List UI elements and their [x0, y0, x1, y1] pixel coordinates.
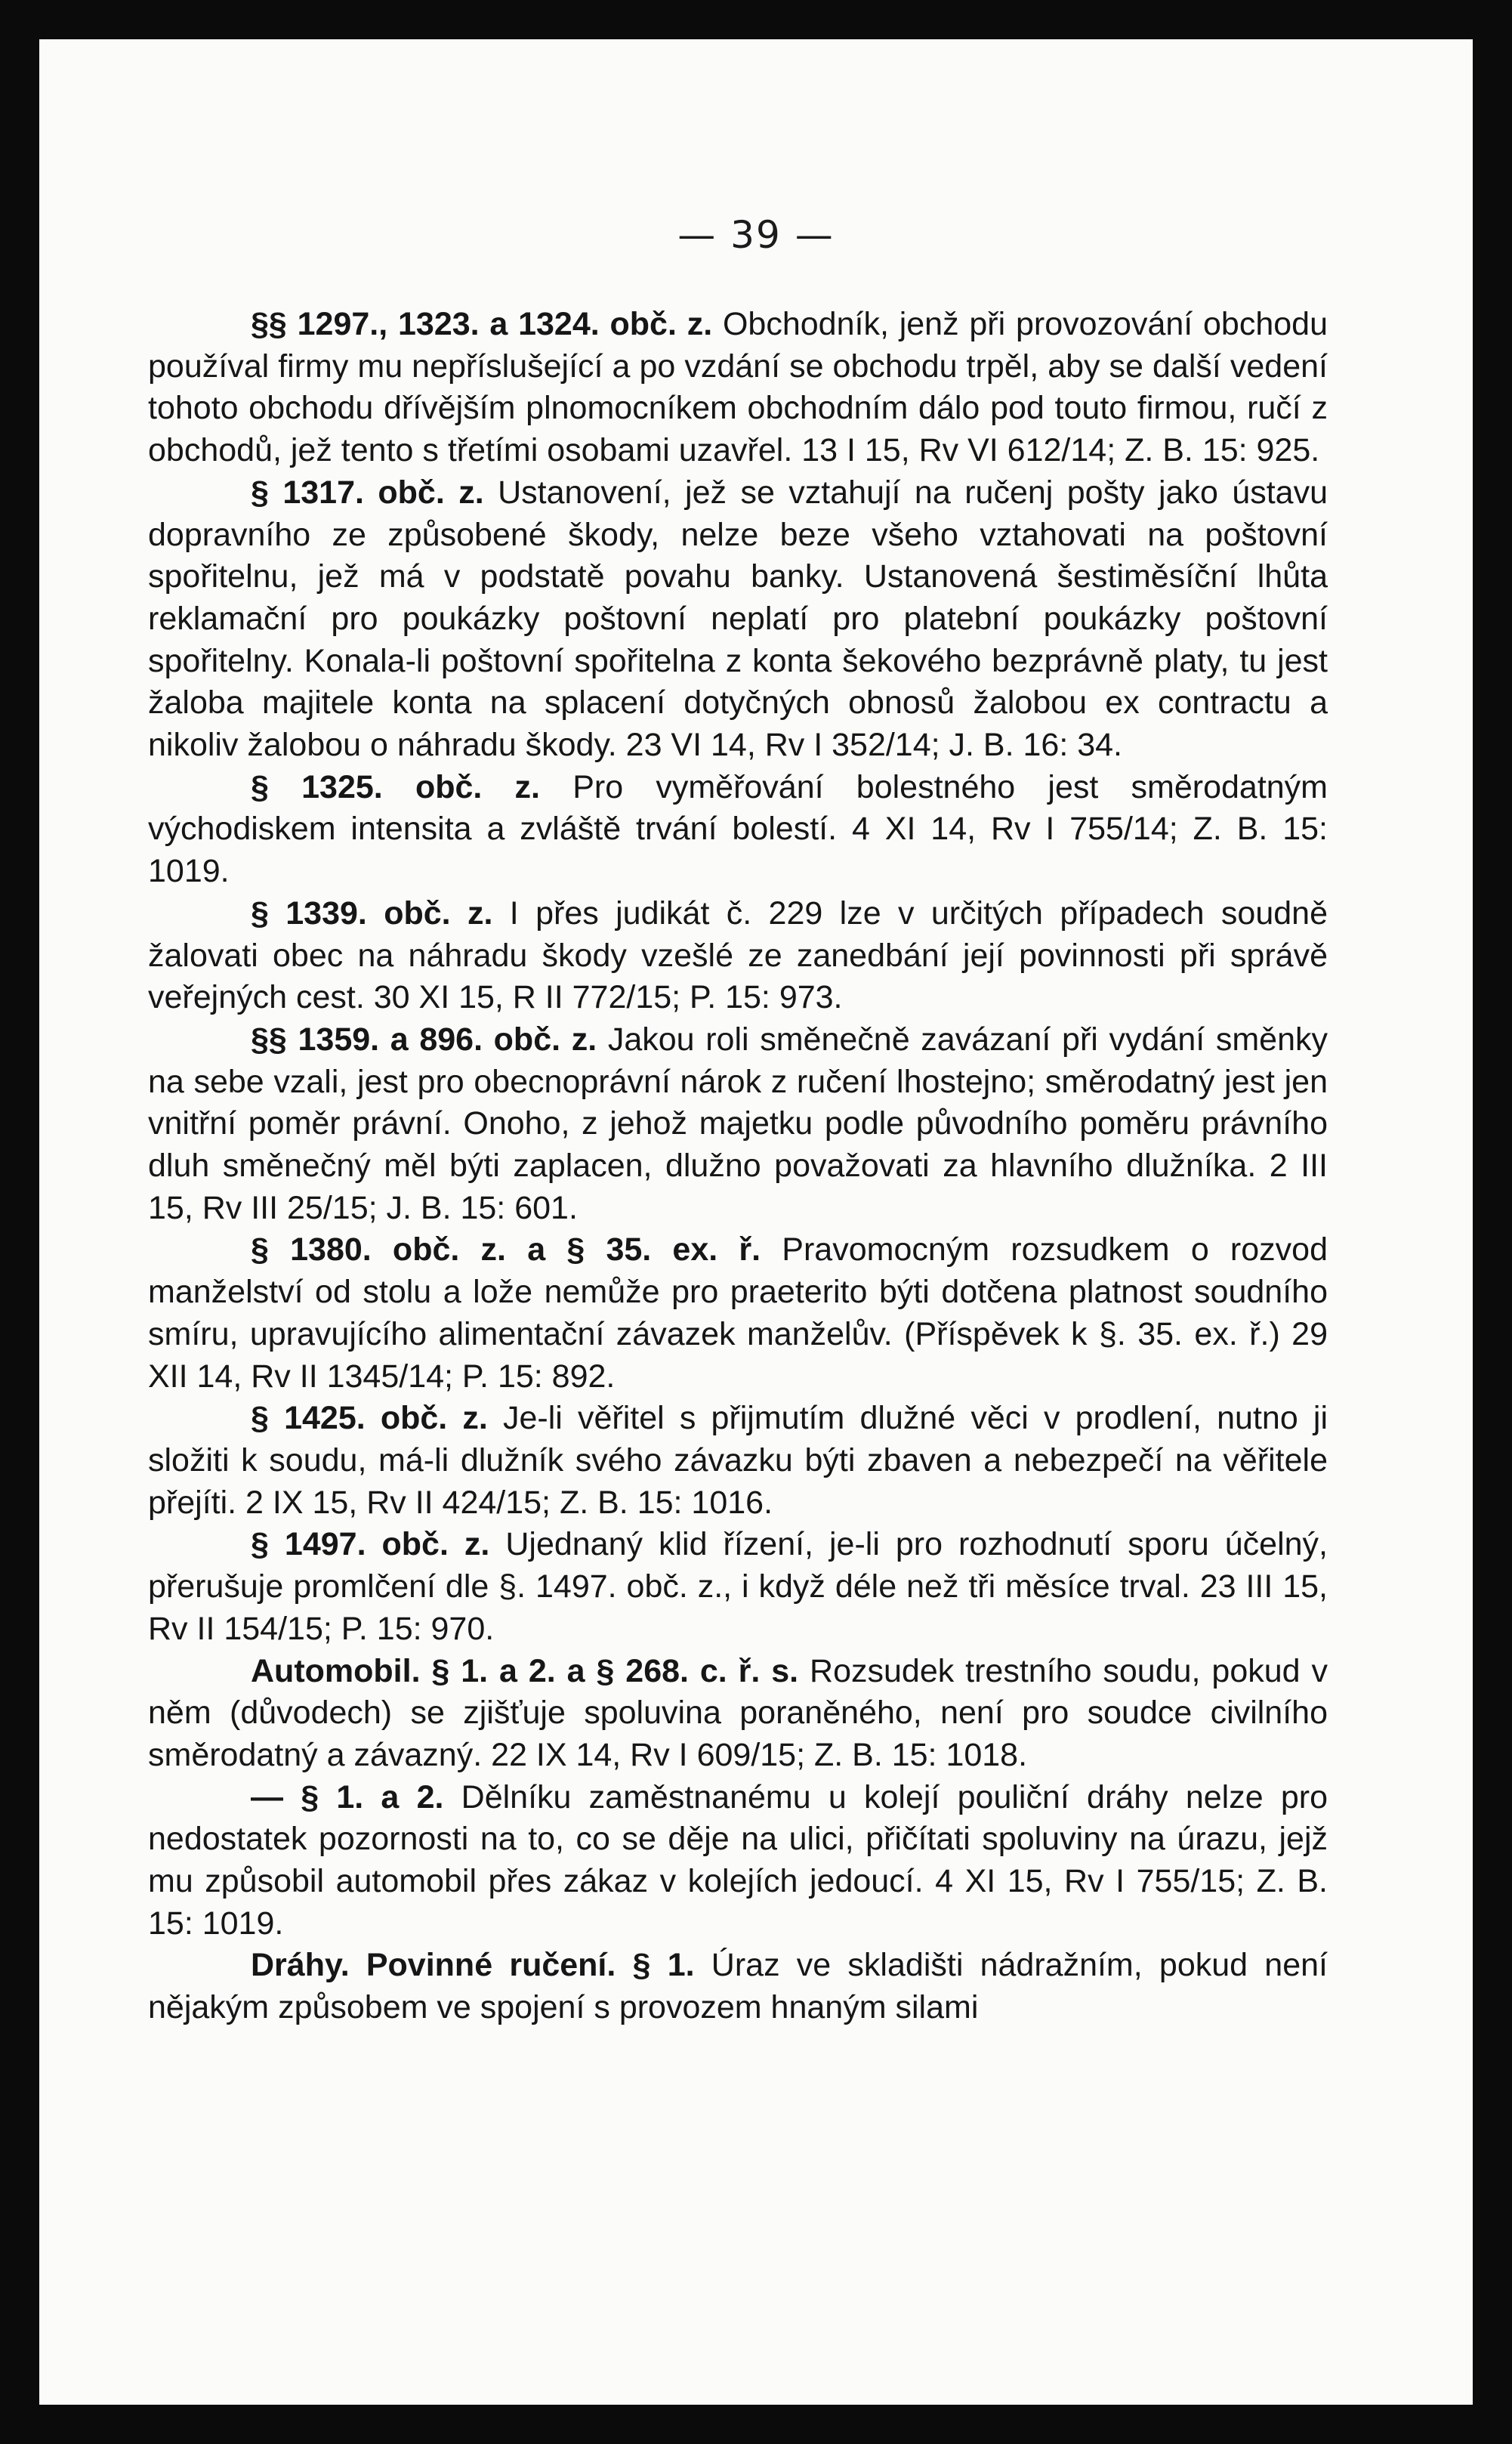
entry-text: Ujednaný klid řízení, je-li pro rozhodnutí sporu účelný, přerušuje promlčení dle §. 1497. obč. z., i když déle než tři měsíce trval. 23 III 15, Rv II 154/15; P. 15: 970. — [148, 1526, 1328, 1647]
entry-paragraph — [148, 767, 1328, 893]
entry-heading: § 1425. obč. z. — [251, 1400, 488, 1437]
entry-text: Jakou roli směnečně zavázaní při vydání směnky na sebe vzali, jest pro obecnoprávní nárok z ručení lhostejno; směrodatný jest jen vnitřní poměr právní. Onoho, z jehož majetku podle původního poměru právního dluh směnečný měl býti zaplacen, dlužno považovati za hlavního dlužníka. 2 III 15, Rv III 25/15; J. B. 15: 601. — [148, 1021, 1328, 1226]
entry-paragraph — [148, 1398, 1328, 1524]
entry-text: Dělníku zaměstnanému u kolejí pouliční dráhy nelze pro nedostatek pozornosti na to, co se děje na ulici, přičítati spoluviny na úrazu, jejž mu způsobil automobil přes zákaz v kolejích jedoucí. 4 XI 15, Rv I 755/15; Z. B. 15: 1019. — [148, 1778, 1328, 1942]
entry-paragraph — [148, 1019, 1328, 1230]
entry-heading: — § 1. a 2. — [251, 1778, 444, 1815]
entry-text: Úraz ve skladišti nádražním, pokud není nějakým způsobem ve spojení s provozem hnaným silami — [148, 1947, 1328, 2026]
entry-text: Rozsudek trestního soudu, pokud v něm (důvodech) se zjišťuje spoluvina poraněného, není pro soudce civilního směrodatný a závazný. 22 IX 14, Rv I 609/15; Z. B. 15: 1018. — [148, 1652, 1328, 1773]
entry-paragraph — [148, 1524, 1328, 1650]
entry-heading: Dráhy. Povinné ručení. § 1. — [251, 1947, 695, 1984]
entry-paragraph — [148, 893, 1328, 1019]
entry-paragraph — [148, 304, 1328, 472]
page-body — [148, 304, 1328, 2029]
entry-heading: § 1325. obč. z. — [251, 768, 540, 805]
entry-paragraph — [148, 1229, 1328, 1398]
entry-text: Pravomocným rozsudkem o rozvod manželství od stolu a lože nemůže pro praeterito býti dotčena platnost soudního smíru, upravujícího alimentační závazek manželův. (Příspěvek k §. 35. ex. ř.) 29 XII 14, Rv II 1345/14; P. 15: 892. — [148, 1231, 1328, 1395]
entry-heading: Automobil. § 1. a 2. a § 268. c. ř. s. — [251, 1652, 799, 1689]
entry-text: I přes judikát č. 229 lze v určitých případech soudně žalovati obec na náhradu škody vzešlé ze zanedbání její povinnosti při správě veřejných cest. 30 XI 15, R II 772/15; P. 15: 973. — [148, 894, 1328, 1016]
entry-paragraph — [148, 1777, 1328, 1945]
entry-heading: § 1317. obč. z. — [251, 474, 484, 511]
entry-text: Obchodník, jenž při provozování obchodu používal firmy mu nepříslušející a po vzdání se obchodu trpěl, aby se další vedení tohoto obchodu dřívějším plnomocníkem obchodním dálo pod touto firmou, ručí z obchodů, jež tento s třetími osobami uzavřel. 13 I 15, Rv VI 612/14; Z. B. 15: 925. — [148, 306, 1328, 469]
entry-text: Je-li věřitel s přijmutím dlužné věci v prodlení, nutno ji složiti k soudu, má-li dlužník svého závazku býti zbaven a nebezpečí na věřitele přejíti. 2 IX 15, Rv II 424/15; Z. B. 15: 1016. — [148, 1400, 1328, 1521]
entry-heading: § 1380. obč. z. a § 35. ex. ř. — [251, 1231, 761, 1268]
entry-text: Ustanovení, jež se vztahují na ručenj pošty jako ústavu dopravního ze způsobené škody, nelze beze všeho vztahovati na poštovní spořitelnu, jež má v podstatě povahu banky. Ustanovená šestiměsíční lhůta reklamační pro poukázky poštovní neplatí pro platební poukázky poštovní spořitelny. Konala-li poštovní spořitelna z konta šekového bezprávně platy, tu jest žaloba majitele konta na splacení dotyčných obnosů žalobou ex contractu a nikoliv žalobou o náhradu škody. 23 VI 14, Rv I 352/14; J. B. 16: 34. — [148, 474, 1328, 764]
entry-heading: § 1339. obč. z. — [251, 894, 493, 932]
entry-heading: §§ 1359. a 896. obč. z. — [251, 1021, 597, 1058]
page-number: — 39 — — [677, 213, 835, 257]
entry-heading: §§ 1297., 1323. a 1324. obč. z. — [251, 306, 713, 342]
entry-text: Pro vyměřování bolestného jest směrodatným východiskem intensita a zvláště trvání bolestí. 4 XI 14, Rv I 755/14; Z. B. 15: 1019. — [148, 768, 1328, 890]
entry-paragraph — [148, 1651, 1328, 1777]
entry-paragraph — [148, 472, 1328, 767]
entry-heading: § 1497. obč. z. — [251, 1526, 490, 1563]
entry-paragraph — [148, 1945, 1328, 2028]
book-page — [39, 39, 1473, 2405]
